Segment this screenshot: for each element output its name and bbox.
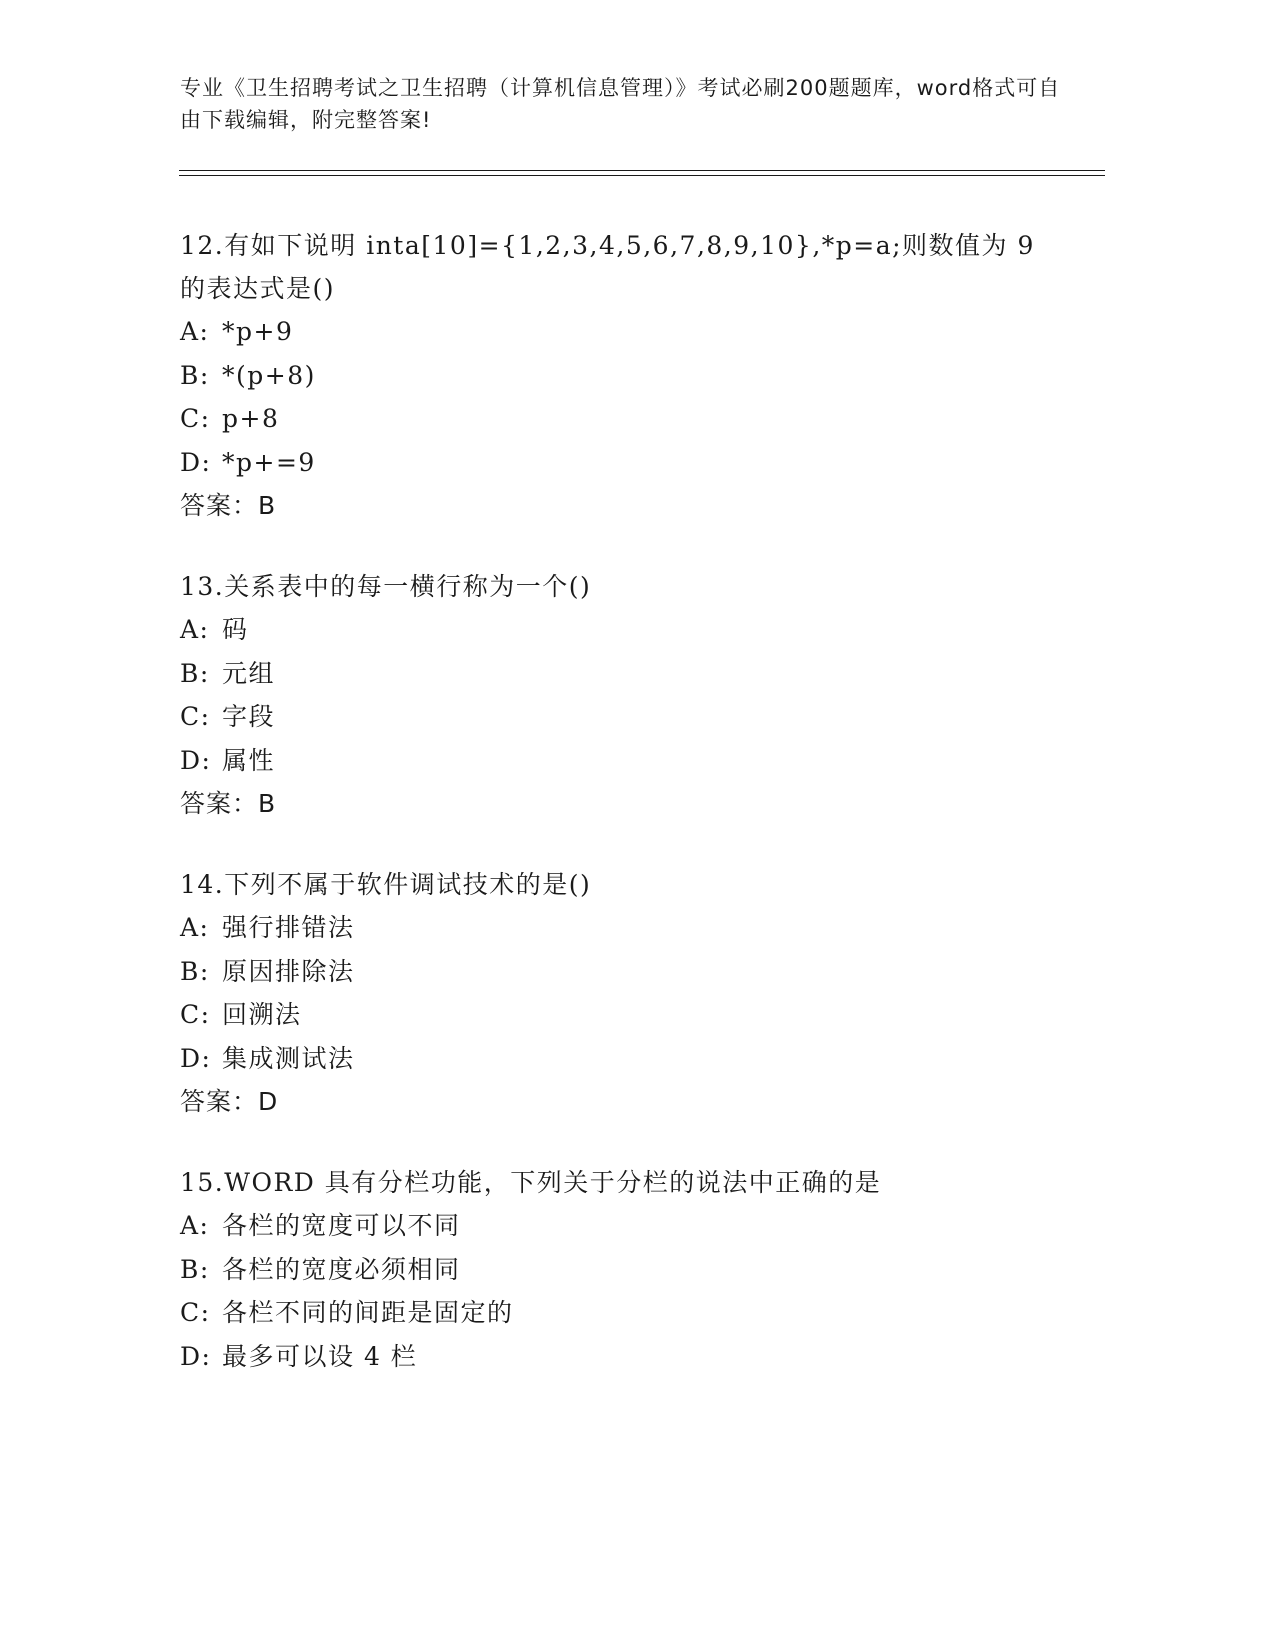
option-label: A: <box>180 615 210 644</box>
option-text: 各栏的宽度可以不同 <box>222 1211 461 1240</box>
question-13 <box>180 565 1080 826</box>
option-label: D: <box>180 447 212 477</box>
answer-line: 答案：B <box>180 491 277 520</box>
question-list <box>180 224 1080 1415</box>
option-label: D: <box>180 1341 212 1371</box>
option-b <box>180 354 1080 398</box>
option-label: B: <box>180 658 210 688</box>
option-d <box>180 441 1080 485</box>
option-a <box>180 608 1080 652</box>
option-text: 码 <box>222 615 249 644</box>
option-label: A: <box>180 913 210 942</box>
option-d <box>180 1037 1080 1081</box>
option-label: A: <box>180 317 210 346</box>
answer-line: 答案：D <box>180 1087 279 1116</box>
option-d <box>180 1335 1080 1379</box>
option-text: *p+9 <box>222 317 294 346</box>
option-a <box>180 906 1080 950</box>
question-14 <box>180 863 1080 1124</box>
question-stem: 13.关系表中的每一横行称为一个() <box>180 572 592 601</box>
option-text: 原因排除法 <box>222 956 355 986</box>
option-text: 元组 <box>222 658 276 688</box>
header-divider-top <box>179 170 1105 171</box>
option-text: 最多可以设 4 栏 <box>222 1341 418 1371</box>
option-c <box>180 397 1080 441</box>
option-b <box>180 1248 1080 1292</box>
question-12 <box>180 224 1080 528</box>
option-text: *p+=9 <box>222 447 316 477</box>
question-stem-continued: 的表达式是() <box>180 274 336 303</box>
question-15 <box>180 1161 1080 1378</box>
option-label: C: <box>180 1298 211 1327</box>
question-stem: 12.有如下说明 inta[10]={1,2,3,4,5,6,7,8,9,10},*p=a;则数值为 9 <box>180 231 1035 260</box>
option-b <box>180 652 1080 696</box>
document-header: 专业《卫生招聘考试之卫生招聘（计算机信息管理）》考试必刷200题题库，word格式可自由下载编辑，附完整答案! <box>180 76 1061 132</box>
option-label: D: <box>180 745 212 775</box>
option-label: D: <box>180 1043 212 1073</box>
option-text: 各栏不同的间距是固定的 <box>222 1298 514 1327</box>
option-label: B: <box>180 360 210 390</box>
option-label: B: <box>180 956 210 986</box>
option-text: *(p+8) <box>222 360 316 390</box>
header-divider-bottom <box>179 175 1105 176</box>
option-d <box>180 739 1080 783</box>
option-text: 回溯法 <box>222 1000 302 1029</box>
option-label: C: <box>180 404 211 433</box>
option-label: C: <box>180 1000 211 1029</box>
question-stem: 15.WORD 具有分栏功能，下列关于分栏的说法中正确的是 <box>180 1168 882 1197</box>
option-label: C: <box>180 702 211 731</box>
question-stem: 14.下列不属于软件调试技术的是() <box>180 870 592 899</box>
option-c <box>180 695 1080 739</box>
option-a <box>180 1204 1080 1248</box>
option-c <box>180 1291 1080 1335</box>
option-text: 字段 <box>222 702 276 731</box>
option-text: 各栏的宽度必须相同 <box>222 1254 461 1284</box>
option-a <box>180 310 1080 354</box>
option-text: 属性 <box>222 745 276 775</box>
option-text: 强行排错法 <box>222 913 355 942</box>
option-label: A: <box>180 1211 210 1240</box>
option-label: B: <box>180 1254 210 1284</box>
option-text: 集成测试法 <box>222 1043 355 1073</box>
option-c <box>180 993 1080 1037</box>
option-b <box>180 950 1080 994</box>
answer-line: 答案：B <box>180 789 277 818</box>
option-text: p+8 <box>222 404 280 433</box>
